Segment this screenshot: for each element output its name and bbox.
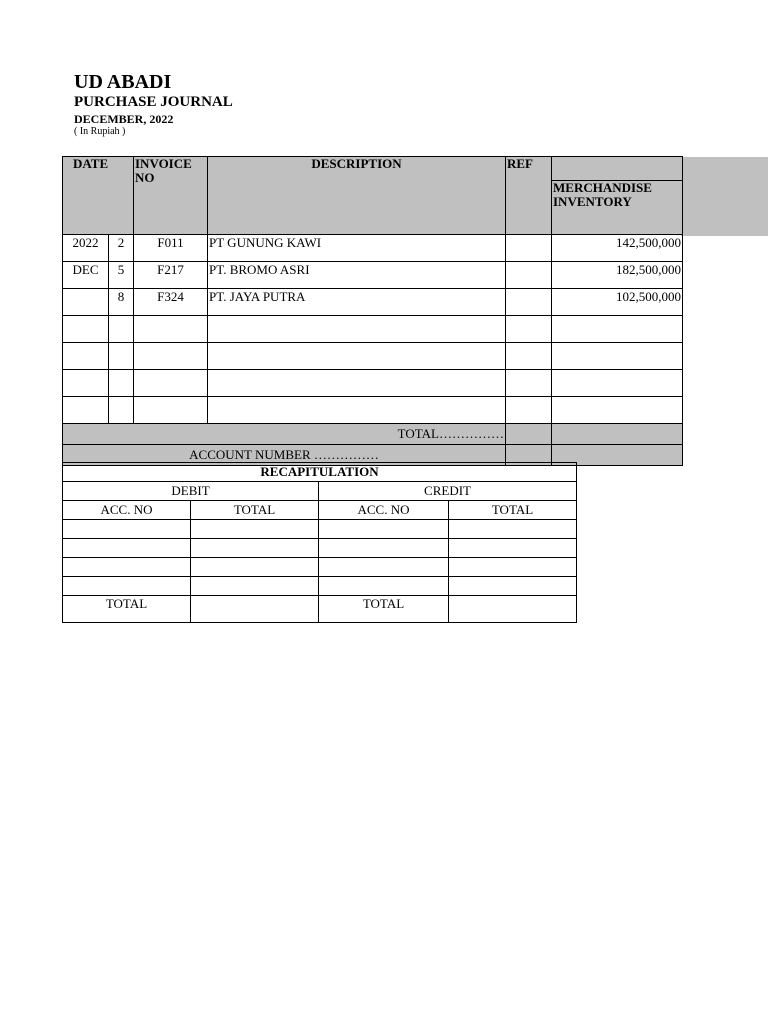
date-header: DATE [63, 157, 134, 235]
journal-title: PURCHASE JOURNAL [74, 94, 233, 110]
date-month-cell: DEC [63, 262, 109, 289]
invoice-cell: F217 [134, 262, 208, 289]
credit-header: CREDIT [319, 482, 577, 501]
recap-cell [191, 520, 319, 539]
date-day-cell [109, 370, 134, 397]
recapitulation-table [62, 462, 577, 623]
ref-cell [506, 289, 552, 316]
table-row [63, 235, 683, 262]
ref-cell [506, 316, 552, 343]
recap-total-row [63, 596, 577, 623]
description-cell [208, 370, 506, 397]
amount-cell: 142,500,000 [552, 235, 683, 262]
date-cell [63, 289, 109, 316]
amount-cell [552, 397, 683, 424]
date-day-cell [109, 343, 134, 370]
amount-header-top [552, 157, 683, 181]
account-number-label: ACCOUNT NUMBER …………… [63, 445, 506, 466]
date-day-cell [109, 397, 134, 424]
table-row [63, 316, 683, 343]
table-row [63, 262, 683, 289]
description-cell: PT GUNUNG KAWI [208, 235, 506, 262]
total-label: TOTAL…………… [63, 424, 506, 445]
amount-cell: 102,500,000 [552, 289, 683, 316]
date-cell [63, 397, 109, 424]
recap-cell [319, 558, 449, 577]
invoice-cell: F011 [134, 235, 208, 262]
credit-acc-no-header: ACC. NO [319, 501, 449, 520]
description-cell: PT. BROMO ASRI [208, 262, 506, 289]
ref-cell [506, 235, 552, 262]
recap-cell [63, 520, 191, 539]
date-day-cell [109, 316, 134, 343]
description-cell [208, 343, 506, 370]
invoice-cell [134, 316, 208, 343]
currency-unit: ( In Rupiah ) [74, 126, 126, 137]
ref-header: REF [506, 157, 552, 235]
recap-cell [319, 520, 449, 539]
recap-cell [449, 558, 577, 577]
invoice-no-header: INVOICE NO [134, 157, 208, 235]
amount-cell: 182,500,000 [552, 262, 683, 289]
total-ref-cell [506, 424, 552, 445]
debit-total-header: TOTAL [191, 501, 319, 520]
recap-row [63, 539, 577, 558]
ref-cell [506, 262, 552, 289]
debit-total-value [191, 596, 319, 623]
recap-cell [449, 520, 577, 539]
amount-cell [552, 316, 683, 343]
recap-cell [319, 539, 449, 558]
description-cell [208, 397, 506, 424]
table-row [63, 343, 683, 370]
company-name: UD ABADI [74, 71, 172, 93]
debit-total-label: TOTAL [63, 596, 191, 623]
invoice-cell: F324 [134, 289, 208, 316]
recap-cell [319, 577, 449, 596]
table-row [63, 370, 683, 397]
debit-acc-no-header: ACC. NO [63, 501, 191, 520]
date-cell [63, 370, 109, 397]
description-cell: PT. JAYA PUTRA [208, 289, 506, 316]
recap-cell [449, 539, 577, 558]
recap-cell [191, 558, 319, 577]
recapitulation-title: RECAPITULATION [63, 463, 577, 482]
ref-cell [506, 370, 552, 397]
ref-cell [506, 343, 552, 370]
debit-header: DEBIT [63, 482, 319, 501]
recap-row [63, 558, 577, 577]
table-row [63, 397, 683, 424]
recap-cell [63, 577, 191, 596]
date-day-cell: 5 [109, 262, 134, 289]
credit-total-label: TOTAL [319, 596, 449, 623]
description-cell [208, 316, 506, 343]
recap-cell [449, 577, 577, 596]
recap-row [63, 577, 577, 596]
credit-total-value [449, 596, 577, 623]
date-year-cell: 2022 [63, 235, 109, 262]
invoice-cell [134, 397, 208, 424]
total-amount-cell [552, 424, 683, 445]
recap-row [63, 520, 577, 539]
date-day-cell: 2 [109, 235, 134, 262]
invoice-cell [134, 343, 208, 370]
date-cell [63, 343, 109, 370]
credit-total-header: TOTAL [449, 501, 577, 520]
table-row [63, 289, 683, 316]
date-day-cell: 8 [109, 289, 134, 316]
purchase-journal-table [62, 156, 683, 466]
amount-cell [552, 370, 683, 397]
total-row [63, 424, 683, 445]
ref-cell [506, 397, 552, 424]
journal-period: DECEMBER, 2022 [74, 112, 174, 126]
date-cell [63, 316, 109, 343]
recap-cell [63, 558, 191, 577]
recap-cell [63, 539, 191, 558]
description-header: DESCRIPTION [208, 157, 506, 235]
recap-cell [191, 539, 319, 558]
invoice-cell [134, 370, 208, 397]
header-shading-extension [681, 157, 768, 236]
recap-cell [191, 577, 319, 596]
amount-cell [552, 343, 683, 370]
merchandise-inventory-header: MERCHANDISE INVENTORY [552, 181, 683, 235]
